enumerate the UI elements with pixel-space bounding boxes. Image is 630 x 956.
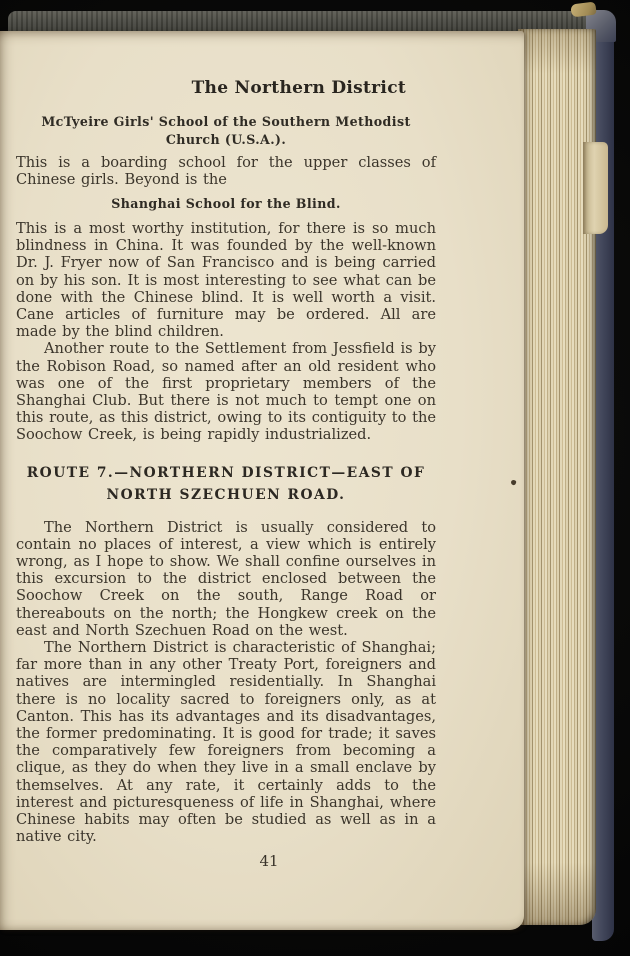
route-paragraph-2: The Northern District is characteristic of Shanghai; far more than in any other Treaty Port, foreigners and natives are intermingled residentially. In Shanghai there is no locality sacred to foreigners only, as at Canton. This has its advantages and its disadvantages, the former predominating. It is good for trade; it saves the comparatively few foreigners from becoming a clique, as they do when they live in a small enclave by themselves. At any rate, it certainly adds to the interest and picturesqueness of life in Shanghai, where Chinese habits may often be studied as well as in a native city. — [16, 638, 436, 846]
blind-school-paragraph: This is a most worthy institution, for there is so much blindness in China. It was founded by the well-known Dr. J. Fryer now of San Francisco and is being carried on by his son. It is most interesting to see what can be done with the Chinese blind. It is well worth a visit. Cane articles of furniture may be ordered. All are made by the blind children. — [16, 219, 436, 341]
page-number: 41 — [259, 852, 279, 871]
protruding-page-edge — [583, 142, 608, 234]
route-7-heading-line-2: NORTH SZECHUEN ROAD. — [106, 487, 346, 504]
route-paragraph-1: The Northern District is usually considered to contain no places of interest, a view which is entirely wrong, as I hope to show. We shall confine ourselves in this excursion to the district enclosed between the Soochow Creek on the south, Range Road or thereabouts on the north; the Hongkew creek on the east and North Szechuen Road on the west. — [16, 518, 436, 639]
book-page — [0, 31, 524, 930]
robison-road-paragraph: Another route to the Settlement from Jessfield is by the Robison Road, so named after an old resident who was one of the first proprietary members of the Shanghai Club. But there is not much to tempt one on this route, as this district, owing to its contiguity to the Soochow Creek, is being rapidly industrialized. — [16, 340, 436, 444]
mctyeire-heading-line-2: Church (U.S.A.). — [165, 131, 287, 147]
mctyeire-heading-line-1: McTyeire Girls' School of the Southern Methodist — [41, 114, 411, 129]
mctyeire-school-heading — [16, 113, 436, 148]
route-7-heading-line-1: ROUTE 7.—NORTHERN DISTRICT—EAST OF — [26, 464, 426, 481]
intro-paragraph: This is a boarding school for the upper classes of Chinese girls. Beyond is the — [16, 154, 436, 189]
ink-speck — [510, 479, 516, 485]
route-7-heading — [16, 462, 436, 507]
page-text — [16, 77, 436, 871]
blind-school-heading: Shanghai School for the Blind. — [111, 196, 341, 212]
running-header: The Northern District — [191, 78, 406, 98]
